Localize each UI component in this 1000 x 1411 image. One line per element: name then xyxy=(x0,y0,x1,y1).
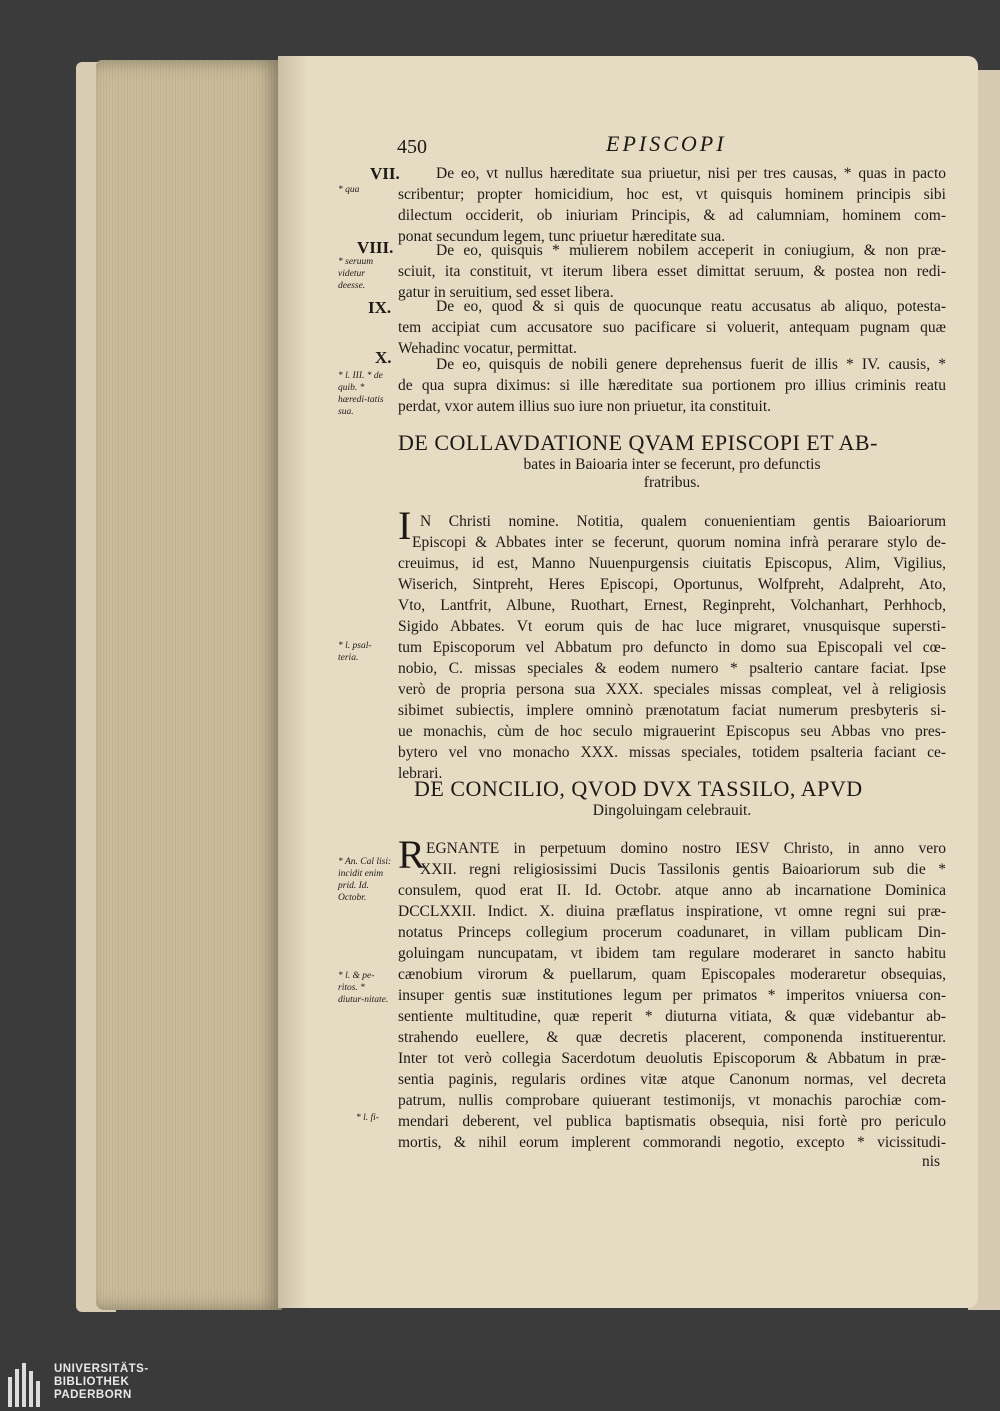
margin-note: * l. & pe-ritos. * diutur-nitate. xyxy=(338,971,389,1005)
text-line: perdat, vxor autem illius suo iure non priuetur, ita constituit. xyxy=(398,398,772,415)
page-number: 450 xyxy=(397,136,427,158)
text-line: sentiente multitudine, quæ reperit * diuturna vitiata, & quæ videbantur ab- xyxy=(398,1008,946,1025)
text-line: patrum, nullis comprobare quiuerant testimonijs, vt monachis parochiæ com- xyxy=(398,1092,946,1109)
text-line: goluingam nuncupatam, vt ibidem tam regulare moderaret in sancto habitu xyxy=(398,945,946,962)
text-line: tum Episcoporum vel Abbatum pro defuncto in domo sua Episcopali vel cœ- xyxy=(398,639,946,656)
text-line: Vto, Lantfrit, Albune, Ruothart, Ernest, Reginpreht, Volchanhart, Perhhocb, xyxy=(398,597,946,614)
text-line: notatus Princeps collegium procerum coadunaret, in villam publicam Din- xyxy=(398,924,946,941)
paragraph xyxy=(398,838,946,1153)
text-line: lebrari. xyxy=(398,765,443,782)
text-line: Episcopi & Abbates inter se fecerunt, quorum nomina infrà perarare stylo de- xyxy=(412,534,946,551)
library-name-line: BIBLIOTHEK xyxy=(54,1376,130,1388)
section-ix xyxy=(398,296,946,359)
text-line: De eo, quod & si quis de quocunque reatu accusatus ab aliquo, potesta- xyxy=(436,298,946,315)
text-line: gatur in seruitium, sed esset libera. xyxy=(398,284,614,301)
margin-note: * seruum videtur deesse. xyxy=(338,257,374,291)
text-line: dilectum occiderit, ob iniuriam Principis, & ad calumniam, hominem com- xyxy=(398,207,946,224)
text-line: De eo, quisquis * mulierem nobilem acceperit in coniugium, & non præ- xyxy=(436,242,946,259)
page-edges xyxy=(96,60,282,1310)
text-line: mendari deberent, vel publica baptismatis obsequia, nisi fortè pro periculo xyxy=(398,1113,946,1130)
text-line: verò de propria persona sua XXX. speciales missas compleat, vel à religiosis xyxy=(398,681,946,698)
text-line: sciuit, ita constituit, vt iterum libera esset dimittat seruum, & postea non redi- xyxy=(398,263,946,280)
section-subheading: Dingoluingam celebrauit. xyxy=(592,802,752,819)
text-line: nobio, C. missas speciales & eodem numero * psalterio cantare faciat. Ipse xyxy=(398,660,946,677)
section-number-ix: IX. xyxy=(368,298,392,317)
section-viii xyxy=(398,240,946,303)
text-line: N Christi nomine. Notitia, qualem conuenientiam gentis Baioariorum xyxy=(420,513,946,530)
footer-bar xyxy=(0,1360,1000,1411)
catchword: nis xyxy=(922,1153,941,1170)
paragraph xyxy=(398,511,946,784)
text-line: ue monachis, cùm de hoc seculo migrauerint Episcopus seu Abbas vno pres- xyxy=(398,723,946,740)
text-line: Sigido Abbates. Vt eorum quis de hac luce migraret, vnusquisque supersti- xyxy=(398,618,946,635)
text-line: mortis, & nihil eorum implerent commorandi negotio, excepto * vicissitudi- xyxy=(398,1134,946,1151)
running-head: EPISCOPI xyxy=(606,131,727,156)
text-line: strahendo euellere, & quæ decretis placerent, componenda instituerentur. xyxy=(398,1029,946,1046)
section-heading: DE CONCILIO, QVOD DVX TASSILO, APVD xyxy=(414,776,863,801)
text-line: EGNANTE in perpetuum domino nostro IESV Christo, in anno vero xyxy=(426,840,946,857)
section-number-x: X. xyxy=(375,348,392,367)
section-x xyxy=(398,354,946,417)
text-line: ponat secundum legem, tunc priuetur hæreditate sua. xyxy=(398,228,726,245)
text-line: de qua supra diximus: si ille hæreditate sua portionem pro illius criminis reatu xyxy=(398,377,946,394)
section-subheading: fratribus. xyxy=(643,474,701,491)
library-name-line: UNIVERSITÄTS- xyxy=(54,1363,149,1375)
library-name-line: PADERBORN xyxy=(54,1389,132,1401)
text-line: creuimus, id est, Manno Nuuenpurgensis ciuitatis Episcopus, Alim, Vigilius, xyxy=(398,555,946,572)
margin-note: * qua xyxy=(338,185,360,195)
text-line: bytero vel vno monacho XXX. missas speciales, totidem psalteria faciant ce- xyxy=(398,744,946,761)
text-line: scribentur; propter homicidium, hoc est, vt quisquis hominem principis sibi xyxy=(398,186,946,203)
text-line: tem accipiat cum accusatore suo pacificare si voluerit, antequam pugnam quæ xyxy=(398,319,946,336)
text-line: Wiserich, Sintpreht, Heres Episcopi, Oportunus, Wolfpreht, Adalpreht, Ato, xyxy=(398,576,946,593)
section-heading: DE COLLAVDATIONE QVAM EPISCOPI ET AB- xyxy=(398,430,878,455)
text-line: De eo, vt nullus hæreditate sua priuetur, nisi per tres causas, * quas in pacto xyxy=(436,165,946,182)
section-number-vii: VII. xyxy=(370,164,400,183)
text-line: sentia paginis, regularis ordines vitæ atque Canonum normas, vel decreta xyxy=(398,1071,946,1088)
section-subheading: bates in Baioaria inter se fecerunt, pro defunctis xyxy=(523,456,821,473)
text-line: Inter tot verò collegia Sacerdotum deuolutis Episcoporum & Abbatum in præ- xyxy=(398,1050,946,1067)
margin-note: * An. Cal lisi: incidit enim prid. Id. Octobr. xyxy=(338,857,392,903)
text-line: De eo, quisquis de nobili genere deprehensus fuerit de illis * IV. causis, * xyxy=(436,356,946,373)
text-line: DCCLXXII. Indict. X. diuina præflatus inspiratione, vt omne regni sui præ- xyxy=(398,903,946,920)
text-line: XXII. regni religiosissimi Ducis Tassilonis gentis Baioariorum sub die * xyxy=(420,861,946,878)
text-line: cænobium virorum & puellarum, quam Episcopales moderaretur obsequias, xyxy=(398,966,946,983)
margin-note: * l. fi- xyxy=(356,1113,379,1123)
section-vii xyxy=(398,163,946,247)
margin-note: * l. III. * de quib. * hæredi-tatis sua. xyxy=(338,371,384,417)
section-number-viii: VIII. xyxy=(357,238,394,257)
text-line: insuper gentis suæ institutiones legum per primatos * imperitos vniuersa con- xyxy=(398,987,946,1004)
drop-cap: R xyxy=(398,832,425,877)
margin-note: * l. psal-teria. xyxy=(338,641,372,663)
drop-cap: I xyxy=(398,503,412,548)
text-line: consulem, quod erat II. Id. Octobr. atque anno ab incarnatione Dominica xyxy=(398,882,946,899)
library-logo-icon xyxy=(8,1363,48,1407)
text-line: sibimet subiectis, implere omninò prænotatum faciat numerum presbyteris si- xyxy=(398,702,946,719)
text-line: Wehadinc vocatur, permittat. xyxy=(398,340,577,357)
